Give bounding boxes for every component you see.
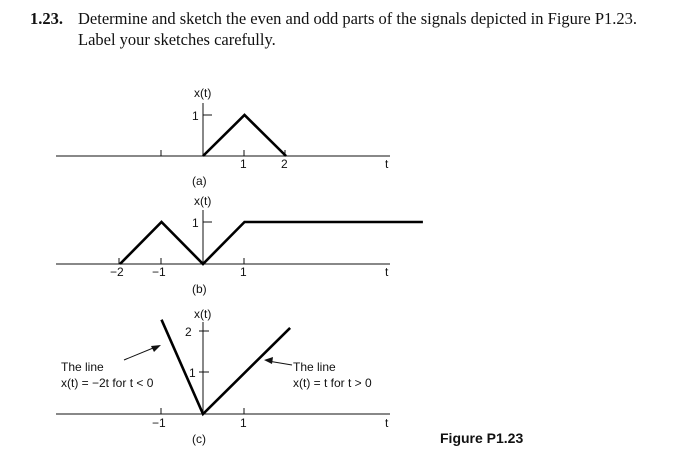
panel-c-caption: (c) (192, 432, 206, 446)
panel-a-caption: (a) (192, 174, 207, 188)
panel-b-ylabel: x(t) (194, 194, 212, 208)
panel-c-ylabel: x(t) (194, 307, 212, 321)
problem-text-line1: Determine and sketch the even and odd parts of the signals depicted in Figure P1.23. (78, 9, 638, 28)
panel-a-signal (203, 115, 286, 156)
panel-c-signal (162, 320, 291, 414)
panel-a-xlabel: t (385, 157, 389, 171)
left-annotation-arrowhead (151, 345, 161, 352)
panel-c-ytick-2: 2 (185, 325, 192, 339)
panel-b-caption: (b) (192, 282, 207, 296)
panel-b-xtick-m2: −2 (110, 265, 124, 279)
panel-c-ytick-1: 1 (189, 366, 196, 380)
left-annotation-formula: x(t) = −2t for t < 0 (61, 376, 154, 390)
panel-c-xtick-1: 1 (240, 416, 247, 430)
right-annotation-title: The line (293, 360, 336, 374)
problem-text-line2: Label your sketches carefully. (78, 30, 276, 49)
panel-a-ylabel: x(t) (194, 86, 212, 100)
panel-b-ytick-1: 1 (192, 216, 199, 230)
panel-b (56, 194, 423, 296)
panel-c-xlabel: t (385, 416, 389, 430)
panel-a-ytick-1: 1 (192, 109, 199, 123)
panel-b-xlabel: t (385, 265, 389, 279)
panel-b-xtick-m1: −1 (152, 265, 166, 279)
panel-c (56, 307, 390, 446)
panel-c-xtick-m1: −1 (152, 416, 166, 430)
right-annotation-arrowhead (264, 357, 273, 364)
panel-a-xtick-1: 1 (240, 157, 247, 171)
panel-b-xtick-1: 1 (240, 265, 247, 279)
left-annotation-title: The line (61, 360, 104, 374)
right-annotation-formula: x(t) = t for t > 0 (293, 376, 372, 390)
panel-a-xtick-2: 2 (281, 157, 288, 171)
panel-a (56, 86, 390, 188)
figure-label: Figure P1.23 (440, 430, 524, 446)
problem-number: 1.23. (30, 9, 63, 28)
panel-b-signal (120, 222, 423, 264)
